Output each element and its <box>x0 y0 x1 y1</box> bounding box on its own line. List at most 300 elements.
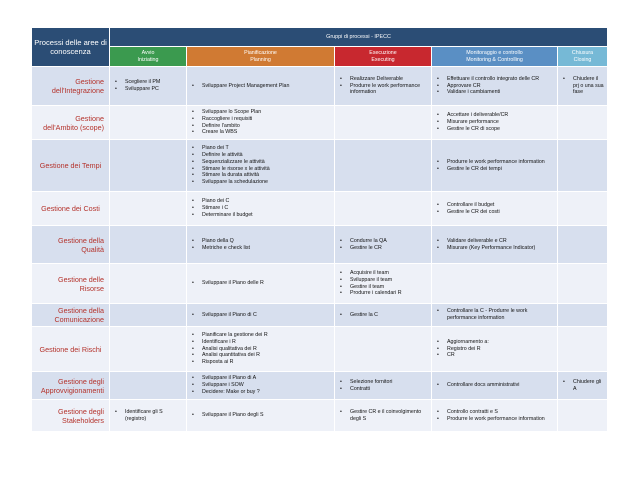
process-cell <box>432 304 558 327</box>
phase-header <box>432 47 558 67</box>
process-item-text: Piano dei T <box>202 144 229 151</box>
process-item <box>340 270 428 277</box>
process-list <box>187 278 334 289</box>
process-item-text: Chiudere il prj o una sua fase <box>573 75 604 96</box>
phase-name: Pianificazione <box>244 49 277 56</box>
process-list <box>432 407 557 425</box>
knowledge-area-label-line: Gestione degli <box>58 376 104 386</box>
process-item <box>192 352 331 359</box>
knowledge-area-row <box>32 106 608 140</box>
process-item-text: Validare i cambiamenti <box>447 89 501 96</box>
phase-name: Monitoraggio e controllo <box>466 49 523 56</box>
process-list <box>187 236 334 254</box>
process-item <box>115 79 183 86</box>
knowledge-area-label-line: Gestione delle <box>58 274 104 284</box>
process-item <box>192 198 331 205</box>
process-cell <box>558 140 608 192</box>
phase-name: Esecuzione <box>369 49 397 56</box>
process-item-text: Raccogliere i requisiti <box>202 115 253 122</box>
process-list <box>335 236 431 254</box>
process-item <box>192 332 331 339</box>
bullet-icon: • <box>192 198 194 205</box>
process-item <box>437 238 554 245</box>
process-item-text: Sviluppare PC <box>125 86 159 92</box>
process-list <box>187 410 334 421</box>
process-list <box>187 330 334 368</box>
bullet-icon: • <box>437 244 439 251</box>
bullet-icon: • <box>340 269 342 276</box>
bullet-icon: • <box>115 408 117 415</box>
process-cell <box>558 67 608 106</box>
process-cell <box>432 226 558 264</box>
bullet-icon: • <box>340 283 342 290</box>
bullet-icon: • <box>437 82 439 89</box>
process-cell <box>558 226 608 264</box>
process-cell <box>110 400 187 432</box>
process-cell <box>432 140 558 192</box>
process-cell <box>432 106 558 140</box>
process-item-text: Sequenzializzare le attività <box>202 158 265 165</box>
process-item <box>192 152 331 159</box>
process-item <box>192 245 331 252</box>
knowledge-area-row <box>32 304 608 327</box>
process-item <box>192 129 331 136</box>
process-item <box>437 89 554 96</box>
process-cell <box>558 400 608 432</box>
process-item-text: Sviluppare Project Management Plan <box>202 82 290 89</box>
process-cell <box>335 106 432 140</box>
process-list <box>187 196 334 221</box>
knowledge-area-label-line: Gestione <box>75 77 104 86</box>
bullet-icon: • <box>340 290 342 297</box>
process-cell <box>110 67 187 106</box>
bullet-icon: • <box>192 352 194 359</box>
knowledge-area-row <box>32 192 608 226</box>
bullet-icon: • <box>340 311 342 318</box>
process-item-text: Chiudere gli A <box>573 378 602 392</box>
phase-english-name: Closing <box>573 56 592 63</box>
phase-name: Avvio <box>141 49 155 56</box>
bullet-icon: • <box>563 378 565 385</box>
process-cell <box>187 106 335 140</box>
bullet-icon: • <box>437 408 439 415</box>
process-item-text: Sviluppare il Piano delle R <box>202 280 264 287</box>
phase-english-name: Executing <box>371 56 395 63</box>
process-item-text: Gestire le CR <box>350 244 382 251</box>
process-cell <box>187 304 335 327</box>
bullet-icon: • <box>192 151 194 158</box>
process-item-text: Produrre le work performance information <box>447 158 545 165</box>
process-item <box>340 290 428 297</box>
process-item-text: Piano dei C <box>202 198 230 205</box>
process-cell <box>110 192 187 226</box>
knowledge-area-label-line: Gestione della <box>58 235 104 245</box>
process-item-text: Realizzare Deliverable <box>350 75 403 82</box>
process-item <box>340 284 428 291</box>
process-cell <box>187 372 335 400</box>
bullet-icon: • <box>192 144 194 151</box>
bullet-icon: • <box>340 244 342 251</box>
process-item <box>563 379 604 393</box>
bullet-icon: • <box>563 75 565 82</box>
phase-english-name: Iniziating <box>137 56 159 63</box>
process-cell <box>110 264 187 304</box>
process-item-text: Risposta ai R <box>202 359 234 366</box>
knowledge-area-label-line: Gestione dei Costi <box>41 204 100 213</box>
bullet-icon: • <box>192 345 194 352</box>
process-list <box>432 306 557 324</box>
process-list <box>335 268 431 300</box>
process-list <box>432 157 557 175</box>
knowledge-area-label-line: Comunicazione <box>54 315 104 324</box>
bullet-icon: • <box>115 79 117 86</box>
process-item <box>192 159 331 166</box>
process-list <box>432 236 557 254</box>
process-item-text: Decidere: Make or buy ? <box>202 388 260 395</box>
bullet-icon: • <box>192 179 194 186</box>
process-item <box>192 166 331 173</box>
process-item <box>437 308 554 322</box>
process-item-text: Gestire il team <box>350 283 385 290</box>
process-item-text: Sviluppare la schedulazione <box>202 179 268 186</box>
process-cell <box>335 400 432 432</box>
bullet-icon: • <box>192 129 194 136</box>
process-item <box>437 416 554 423</box>
process-item-text: Sviluppare i SOW <box>202 382 244 389</box>
process-item <box>437 202 554 209</box>
process-item-text: Validare deliverable e CR <box>447 237 507 244</box>
phase-header <box>187 47 335 67</box>
process-cell <box>335 67 432 106</box>
process-item <box>192 312 331 319</box>
process-item-text: Produrre le work performance information <box>447 415 545 422</box>
process-cell <box>432 400 558 432</box>
bullet-icon: • <box>340 237 342 244</box>
knowledge-area-row <box>32 400 608 432</box>
process-list <box>558 377 607 395</box>
process-item <box>192 123 331 130</box>
process-item-text: Sviluppare il Piano di C <box>202 311 257 318</box>
bullet-icon: • <box>192 115 194 122</box>
knowledge-area-label <box>32 304 110 327</box>
corner-label: Processi delle aree di conoscenza <box>32 28 110 67</box>
phase-name: Chiusura <box>571 49 594 56</box>
process-item-text: Accettare i deliverable/CR <box>447 112 509 119</box>
knowledge-area-row <box>32 264 608 304</box>
process-item-text: Determinare il budget <box>202 211 253 218</box>
process-cell <box>187 226 335 264</box>
process-item-text: Piano della Q <box>202 237 234 244</box>
process-item-text: Identificare gli S (registro) <box>125 408 163 422</box>
process-item <box>437 83 554 90</box>
process-item <box>437 346 554 353</box>
process-cell <box>335 327 432 372</box>
bullet-icon: • <box>437 415 439 422</box>
knowledge-area-label-line: dell'Ambito (scope) <box>43 122 104 132</box>
process-item-text: Produrre le work performance information <box>350 82 421 96</box>
process-item-text: Stimare le risorse x le attività <box>202 165 270 172</box>
process-item <box>340 409 428 423</box>
knowledge-area-label-line: Gestione degli <box>58 406 104 416</box>
process-item-text: Scegliere il PM <box>125 79 161 86</box>
knowledge-area-label <box>32 192 110 226</box>
process-cell <box>110 327 187 372</box>
process-list <box>432 110 557 135</box>
bullet-icon: • <box>192 375 194 382</box>
process-item-text: Gestire la C <box>350 311 378 318</box>
process-list <box>432 337 557 362</box>
process-item <box>340 277 428 284</box>
process-item-text: Sviluppare il Piano degli S <box>202 412 264 419</box>
process-item <box>192 83 331 90</box>
process-cell <box>110 140 187 192</box>
process-item-text: Registro dei R <box>447 345 481 352</box>
phase-header-row <box>32 47 608 67</box>
knowledge-area-label-line: Gestione della <box>58 306 104 315</box>
bullet-icon: • <box>340 75 342 82</box>
process-item <box>437 382 554 389</box>
process-item-text: Gestire CR e il coinvolgimento degli S <box>350 408 422 422</box>
phase-english-name: Monitoring & Controlling <box>466 56 523 63</box>
process-list <box>187 81 334 92</box>
process-item <box>437 352 554 359</box>
process-item <box>192 145 331 152</box>
process-item-text: Analisi quantitativa dei R <box>202 352 261 359</box>
process-list <box>335 74 431 99</box>
process-cell <box>187 192 335 226</box>
knowledge-area-label-line: Risorse <box>79 283 104 293</box>
knowledge-area-label-line: Qualità <box>81 244 104 254</box>
process-item <box>437 76 554 83</box>
knowledge-area-label-line: dell'Integrazione <box>51 86 104 95</box>
process-item <box>115 86 183 93</box>
bullet-icon: • <box>340 385 342 392</box>
process-list <box>432 380 557 391</box>
process-item-text: Controllare il budget <box>447 201 495 208</box>
process-item-text: Analisi qualitativa dei R <box>202 345 257 352</box>
process-item <box>340 379 428 386</box>
knowledge-area-row <box>32 67 608 106</box>
process-cell <box>432 372 558 400</box>
bullet-icon: • <box>437 125 439 132</box>
bullet-icon: • <box>437 89 439 96</box>
knowledge-area-label <box>32 140 110 192</box>
bullet-icon: • <box>192 122 194 129</box>
process-item-text: Controllo contratti e S <box>447 408 498 415</box>
process-item <box>192 280 331 287</box>
process-item-text: Gestire le CR dei tempi <box>447 165 502 172</box>
bullet-icon: • <box>340 378 342 385</box>
process-list <box>335 407 431 425</box>
bullet-icon: • <box>192 412 194 419</box>
knowledge-area-label <box>32 106 110 140</box>
process-item-text: Metriche e check list <box>202 244 250 251</box>
knowledge-area-row <box>32 226 608 264</box>
bullet-icon: • <box>192 359 194 366</box>
process-item <box>192 238 331 245</box>
knowledge-area-label-line: Stakeholders <box>62 415 104 425</box>
process-cell <box>558 264 608 304</box>
process-list <box>187 373 334 398</box>
knowledge-area-label-line: Gestione <box>75 113 104 123</box>
process-cell <box>110 372 187 400</box>
process-list <box>432 200 557 218</box>
process-list <box>187 143 334 188</box>
process-cell <box>335 192 432 226</box>
process-item-text: Sviluppare lo Scope Plan <box>202 108 262 115</box>
process-cell <box>558 327 608 372</box>
process-item-text: Produrre i calendari R <box>350 290 402 297</box>
process-item <box>192 382 331 389</box>
process-item <box>192 172 331 179</box>
process-item <box>340 245 428 252</box>
knowledge-area-row <box>32 140 608 192</box>
bullet-icon: • <box>437 158 439 165</box>
ipecc-process-matrix <box>31 27 608 432</box>
knowledge-area-label-line: Gestione dei Rischi <box>39 344 102 354</box>
process-item-text: Controllare docs amministrativi <box>447 382 520 389</box>
process-item <box>192 375 331 382</box>
process-item <box>192 205 331 212</box>
knowledge-area-label <box>32 67 110 106</box>
bullet-icon: • <box>192 82 194 89</box>
bullet-icon: • <box>437 382 439 389</box>
process-item <box>437 166 554 173</box>
process-item <box>437 209 554 216</box>
process-item-text: Controllare la C - Produrre le work performance information <box>447 308 528 321</box>
process-cell <box>187 400 335 432</box>
bullet-icon: • <box>192 108 194 115</box>
knowledge-area-label-line: Approvvigionamenti <box>40 385 104 395</box>
bullet-icon: • <box>192 331 194 338</box>
process-item-text: Condurre la QA <box>350 237 387 244</box>
phase-header <box>558 47 608 67</box>
process-item-text: Gestire le CR di scope <box>447 125 500 132</box>
process-cell <box>432 67 558 106</box>
process-item <box>192 339 331 346</box>
process-list <box>110 77 186 95</box>
process-item <box>437 245 554 252</box>
bullet-icon: • <box>192 205 194 212</box>
bullet-icon: • <box>437 165 439 172</box>
process-item <box>192 389 331 396</box>
process-item <box>192 346 331 353</box>
process-item <box>115 409 183 423</box>
process-item-text: Definire le attività <box>202 151 243 158</box>
process-item <box>192 116 331 123</box>
process-list <box>335 377 431 395</box>
process-list <box>110 407 186 425</box>
process-cell <box>558 372 608 400</box>
process-item-text: Gestire le CR dei costi <box>447 208 500 215</box>
process-cell <box>432 264 558 304</box>
bullet-icon: • <box>115 86 117 92</box>
process-cell <box>335 304 432 327</box>
process-item-text: Definire l'ambito <box>202 122 240 129</box>
process-cell <box>187 327 335 372</box>
process-item-text: Sviluppare il Piano di A <box>202 375 257 382</box>
process-list <box>558 74 607 99</box>
process-cell <box>110 304 187 327</box>
process-item-text: Sviluppare il team <box>350 276 393 283</box>
bullet-icon: • <box>192 211 194 218</box>
process-item-text: Selezione fornitori <box>350 378 393 385</box>
process-item-text: Stimare i C <box>202 205 229 212</box>
process-list <box>335 310 431 321</box>
bullet-icon: • <box>340 408 342 415</box>
bullet-icon: • <box>437 201 439 208</box>
process-item <box>437 409 554 416</box>
process-item <box>563 76 604 97</box>
knowledge-area-label <box>32 372 110 400</box>
process-item <box>340 83 428 97</box>
process-item <box>437 119 554 126</box>
process-item-text: Stimare la durata attività <box>202 172 260 179</box>
process-list <box>187 310 334 321</box>
bullet-icon: • <box>192 237 194 244</box>
bullet-icon: • <box>437 345 439 352</box>
process-item <box>437 159 554 166</box>
process-cell <box>110 106 187 140</box>
bullet-icon: • <box>437 112 439 119</box>
process-item-text: Pianificare la gestione dei R <box>202 331 268 338</box>
bullet-icon: • <box>437 75 439 82</box>
process-item <box>192 212 331 219</box>
process-cell <box>335 264 432 304</box>
process-item-text: Creare la WBS <box>202 129 238 136</box>
process-item <box>437 339 554 346</box>
process-item-text: Aggiornamento a: <box>447 338 489 345</box>
process-groups-title: Gruppi di processi - IPECC <box>110 28 608 47</box>
process-cell <box>187 264 335 304</box>
bullet-icon: • <box>192 165 194 172</box>
bullet-icon: • <box>437 338 439 345</box>
bullet-icon: • <box>340 82 342 89</box>
knowledge-area-label <box>32 400 110 432</box>
process-item-text: Approvare CR <box>447 82 481 89</box>
process-item-text: Identificare i R <box>202 338 236 345</box>
process-item <box>192 412 331 419</box>
process-item <box>437 126 554 133</box>
process-item-text: Misurare performance <box>447 119 499 126</box>
bullet-icon: • <box>192 172 194 179</box>
process-cell <box>558 192 608 226</box>
bullet-icon: • <box>192 280 194 287</box>
knowledge-area-label <box>32 226 110 264</box>
process-cell <box>432 192 558 226</box>
knowledge-area-label <box>32 264 110 304</box>
process-item <box>192 109 331 116</box>
bullet-icon: • <box>437 352 439 359</box>
process-cell <box>335 372 432 400</box>
process-item <box>340 76 428 83</box>
process-cell <box>187 140 335 192</box>
bullet-icon: • <box>340 276 342 283</box>
process-item <box>340 386 428 393</box>
bullet-icon: • <box>192 244 194 251</box>
process-item-text: Misurare (Key Performance Indicator) <box>447 244 536 251</box>
process-cell <box>432 327 558 372</box>
bullet-icon: • <box>192 338 194 345</box>
process-list <box>187 107 334 139</box>
bullet-icon: • <box>437 237 439 244</box>
bullet-icon: • <box>192 311 194 318</box>
phase-header <box>110 47 187 67</box>
phase-header <box>335 47 432 67</box>
process-item <box>192 359 331 366</box>
bullet-icon: • <box>192 388 194 395</box>
knowledge-area-label-line: Gestione dei Tempi <box>39 161 102 170</box>
